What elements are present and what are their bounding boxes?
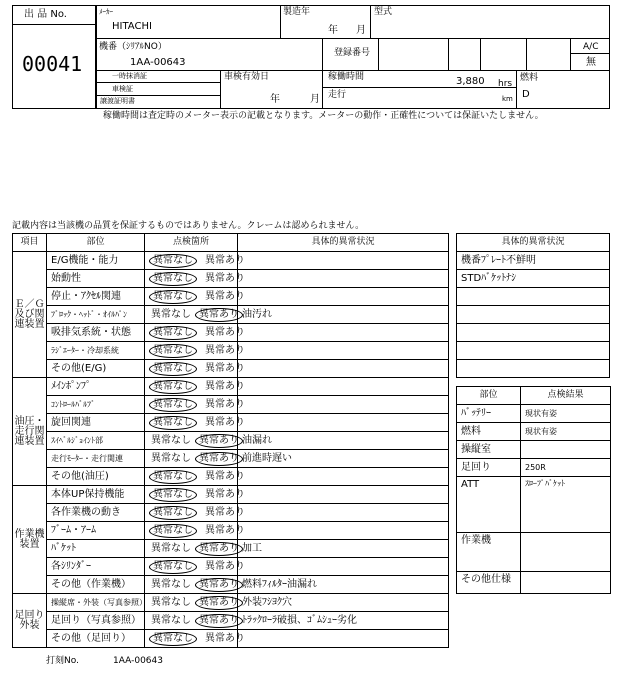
part-cell: 停止・ｱｸｾﾙ関連 [47, 288, 145, 306]
normal-option: 異常なし [151, 308, 191, 320]
table-row [13, 360, 449, 378]
distance-unit: km [502, 95, 513, 103]
abnormal-option: 異常あり [205, 362, 245, 374]
table-row [13, 612, 449, 630]
detail-row-cell: STDﾊﾞｹｯﾄﾅｼ [457, 270, 610, 288]
footer-label: 打刻No. [46, 656, 79, 666]
detail-cell [238, 504, 449, 522]
status-cell [145, 576, 238, 594]
divider [96, 82, 220, 83]
abnormal-option: 異常あり [205, 380, 245, 392]
category-label: 油圧・走行関連装置 [13, 378, 47, 486]
divider [378, 38, 379, 70]
part-cell: ﾒｲﾝﾎﾟﾝﾌﾟ [47, 378, 145, 396]
table-row [457, 423, 611, 441]
table-row [13, 396, 449, 414]
detail-row-cell [457, 288, 610, 306]
registration-label: 登録番号 [334, 48, 371, 58]
part-cell: その他(E/G) [47, 360, 145, 378]
hours-unit: hrs [498, 79, 513, 89]
status-cell [145, 324, 245, 342]
hours-note: 稼働時間は査定時のメーター表示の記載となります。メーターの動作・正確性については保証いたしません。 [103, 111, 544, 121]
check-part-cell: ATT [457, 477, 521, 533]
detail-cell [238, 378, 449, 396]
table-row [13, 288, 449, 306]
detail-cell: ﾄﾗｯｸﾛｰﾗ破損、ｺﾞﾑｼｭｰ劣化 [238, 612, 449, 630]
table-row [457, 342, 610, 360]
detail-row-cell: 機番ﾌﾟﾚｰﾄ不鮮明 [457, 252, 610, 270]
detail-cell: 加工 [238, 540, 449, 558]
status-cell [145, 432, 238, 450]
category-label: Ｅ／Ｇ及び関連装置 [13, 252, 47, 378]
part-cell: E/G機能・能力 [47, 252, 145, 270]
detail-cell [238, 630, 449, 648]
footer-value: 1AA-00643 [113, 656, 163, 666]
detail-cell [238, 468, 449, 486]
divider [96, 70, 324, 71]
detail-cell [238, 522, 449, 540]
serial-label: 機番（ｼﾘｱﾙNO） [99, 42, 167, 52]
table-row [457, 252, 610, 270]
normal-option: 異常なし [149, 398, 197, 412]
detail-row-cell [457, 324, 610, 342]
lot-label: 出 品 No. [24, 9, 67, 20]
abnormal-option: 異常あり [195, 434, 243, 448]
normal-option: 異常なし [149, 290, 197, 304]
hours-value: 3,880 [456, 76, 485, 87]
detail-cell: 燃料ﾌｨﾙﾀｰ油漏れ [238, 576, 449, 594]
part-cell: ｽｲﾍﾞﾙｼﾞｮｲﾝﾄ部 [47, 432, 145, 450]
abnormal-option: 異常あり [195, 614, 243, 628]
column-header: 部位 [457, 387, 521, 405]
normal-option: 異常なし [149, 254, 197, 268]
inspection-cert-label: 車検証 [112, 85, 133, 93]
table-header-row [13, 234, 449, 252]
part-cell: ﾌﾞﾛｯｸ・ﾍｯﾄﾞ・ｵｲﾙﾊﾟﾝ [47, 306, 145, 324]
table-row [13, 522, 449, 540]
part-cell: 走行ﾓｰﾀｰ・走行関連 [47, 450, 145, 468]
abnormal-option: 異常あり [205, 344, 245, 356]
normal-option: 異常なし [149, 362, 197, 376]
status-cell [145, 270, 245, 288]
abnormal-option: 異常あり [205, 326, 245, 338]
table-row [457, 288, 610, 306]
divider [96, 95, 220, 96]
normal-option: 異常なし [149, 272, 197, 286]
table-row [13, 558, 449, 576]
abnormal-option: 異常あり [195, 578, 243, 592]
table-row [457, 324, 610, 342]
divider [322, 70, 610, 71]
abnormal-option: 異常あり [205, 290, 245, 302]
abnormal-option: 異常あり [195, 596, 243, 610]
month-unit: 月 [356, 25, 366, 36]
table-row [457, 477, 611, 533]
normal-option: 異常なし [151, 542, 191, 554]
table-row [13, 468, 449, 486]
status-cell [145, 486, 245, 504]
status-cell [145, 612, 238, 630]
abnormal-option: 異常あり [205, 488, 245, 500]
detail-cell [238, 270, 449, 288]
table-row [13, 576, 449, 594]
column-header: 具体的異常状況 [457, 234, 610, 252]
status-cell [145, 414, 245, 432]
column-header: 項目 [13, 234, 47, 252]
divider [516, 70, 517, 109]
normal-option: 異常なし [149, 416, 197, 430]
lot-number: 00041 [22, 52, 83, 76]
check-part-cell: 操縦室 [457, 441, 521, 459]
abnormal-option: 異常あり [195, 542, 243, 556]
detail-cell [238, 396, 449, 414]
table-row [457, 441, 611, 459]
detail-cell [238, 324, 449, 342]
part-cell: 操縦席・外装（写真参照） [47, 594, 145, 612]
status-cell [145, 342, 245, 360]
check-result-cell [521, 441, 611, 459]
divider [448, 38, 449, 70]
normal-option: 異常なし [149, 524, 197, 538]
normal-option: 異常なし [149, 344, 197, 358]
status-cell [145, 504, 245, 522]
abnormal-option: 異常あり [195, 452, 243, 466]
column-header: 点検結果 [521, 387, 611, 405]
abnormal-option: 異常あり [205, 524, 245, 536]
maker-value: HITACHI [112, 21, 152, 32]
normal-option: 異常なし [149, 632, 197, 646]
part-cell: 始動性 [47, 270, 145, 288]
check-part-cell: 足回り [457, 459, 521, 477]
detail-cell [238, 288, 449, 306]
abnormal-option: 異常あり [205, 398, 245, 410]
table-row [457, 270, 610, 288]
table-row [13, 486, 449, 504]
normal-option: 異常なし [151, 614, 191, 626]
inspection-table-body [13, 234, 449, 648]
divider [322, 87, 516, 88]
part-cell: ｺﾝﾄﾛｰﾙﾊﾞﾙﾌﾞ [47, 396, 145, 414]
part-cell: その他（足回り） [47, 630, 145, 648]
table-row [457, 459, 611, 477]
divider [570, 53, 610, 54]
category-label: 足回り外装 [13, 594, 47, 648]
status-cell [145, 360, 245, 378]
table-row [13, 414, 449, 432]
normal-option: 異常なし [149, 506, 197, 520]
part-cell: ﾌﾞｰﾑ・ｱｰﾑ [47, 522, 145, 540]
table-row [13, 324, 449, 342]
abnormal-option: 異常あり [205, 506, 245, 518]
check-result-table [456, 386, 611, 594]
check-result-cell: 250R [521, 459, 611, 477]
inspection-month-unit: 月 [310, 94, 320, 105]
abnormal-option: 異常あり [205, 254, 245, 266]
abnormal-option: 異常あり [205, 470, 245, 482]
normal-option: 異常なし [149, 488, 197, 502]
part-cell: 各作業機の動き [47, 504, 145, 522]
year-unit: 年 [328, 25, 338, 36]
column-header: 点検箇所 [145, 234, 238, 252]
part-cell: 各ｼﾘﾝﾀﾞｰ [47, 558, 145, 576]
detail-table [456, 233, 610, 378]
table-row [13, 306, 449, 324]
abnormal-option: 異常あり [205, 560, 245, 572]
table-row [457, 360, 610, 378]
check-result-cell [521, 533, 611, 572]
check-part-cell: その他仕様 [457, 572, 521, 594]
table-row [13, 630, 449, 648]
ac-label: A/C [583, 42, 599, 52]
inspection-valid-label: 車検有効日 [224, 72, 270, 82]
divider [526, 38, 527, 70]
abnormal-option: 異常あり [195, 308, 243, 322]
table-row [457, 405, 611, 423]
status-cell [145, 540, 238, 558]
detail-cell [238, 360, 449, 378]
detail-cell: 前進時遅い [238, 450, 449, 468]
column-header: 部位 [47, 234, 145, 252]
detail-cell [238, 558, 449, 576]
table-row [457, 306, 610, 324]
status-cell [145, 522, 245, 540]
normal-option: 異常なし [149, 380, 197, 394]
divider [96, 38, 610, 39]
maker-label: ﾒｰｶｰ [99, 8, 113, 16]
inspection-table [12, 233, 449, 648]
divider [480, 38, 481, 70]
detail-cell: 油漏れ [238, 432, 449, 450]
table-row [13, 270, 449, 288]
table-row [13, 378, 449, 396]
table-row [13, 432, 449, 450]
divider [280, 5, 281, 38]
status-cell [145, 288, 245, 306]
model-label: 型式 [374, 7, 393, 17]
check-result-cell: 現状有姿 [521, 405, 611, 423]
status-cell [145, 558, 245, 576]
column-header: 具体的異常状況 [238, 234, 449, 252]
detail-row-cell [457, 342, 610, 360]
detail-row-cell [457, 360, 610, 378]
table-row [13, 252, 449, 270]
detail-cell [238, 414, 449, 432]
table-row [13, 342, 449, 360]
divider [220, 70, 221, 109]
status-cell [145, 252, 245, 270]
serial-value: 1AA-00643 [130, 57, 186, 68]
divider [322, 38, 323, 109]
inspection-year-unit: 年 [270, 94, 280, 105]
divider [370, 5, 371, 38]
hours-label: 稼働時間 [328, 72, 365, 82]
table-header-row [457, 387, 611, 405]
part-cell: 吸排気系統・状態 [47, 324, 145, 342]
status-cell [145, 306, 238, 324]
ac-value: 無 [586, 57, 596, 68]
check-result-cell [521, 572, 611, 594]
used-cert-label: 譲渡証明書 [100, 97, 135, 105]
detail-cell [238, 486, 449, 504]
check-part-cell: 燃料 [457, 423, 521, 441]
abnormal-option: 異常あり [205, 272, 245, 284]
status-cell [145, 630, 245, 648]
table-row [457, 533, 611, 572]
part-cell: その他(油圧) [47, 468, 145, 486]
status-cell [145, 378, 245, 396]
normal-option: 異常なし [149, 470, 197, 484]
normal-option: 異常なし [149, 560, 197, 574]
normal-option: 異常なし [151, 578, 191, 590]
temp-cert-label: 一時抹消証 [112, 72, 147, 80]
detail-cell: 外装ﾌｼﾖｸ穴 [238, 594, 449, 612]
part-cell: 足回り（写真参照） [47, 612, 145, 630]
status-cell [145, 450, 238, 468]
table-row [13, 594, 449, 612]
part-cell: ﾗｼﾞｴｰﾀｰ・冷却系統 [47, 342, 145, 360]
check-part-cell: 作業機 [457, 533, 521, 572]
check-result-table-body [457, 387, 611, 594]
divider [12, 24, 96, 25]
detail-cell: 油汚れ [238, 306, 449, 324]
distance-label: 走行 [328, 90, 347, 100]
table-row [13, 540, 449, 558]
category-label: 作業機装置 [13, 486, 47, 594]
fuel-label: 燃料 [520, 73, 539, 83]
abnormal-option: 異常あり [205, 632, 245, 644]
detail-cell [238, 342, 449, 360]
status-cell [145, 468, 245, 486]
part-cell: 本体UP保持機能 [47, 486, 145, 504]
normal-option: 異常なし [149, 326, 197, 340]
divider [570, 38, 571, 70]
part-cell: ﾊﾞｹｯﾄ [47, 540, 145, 558]
disclaimer: 記載内容は当該機の品質を保証するものではありません。クレームは認められません。 [12, 221, 365, 231]
table-row [13, 504, 449, 522]
check-result-cell: 現状有姿 [521, 423, 611, 441]
check-part-cell: ﾊﾞｯﾃﾘｰ [457, 405, 521, 423]
table-row [457, 572, 611, 594]
status-cell [145, 396, 245, 414]
normal-option: 異常なし [151, 452, 191, 464]
check-result-cell: ｽﾛｰﾌﾟﾊﾞｹｯﾄ [521, 477, 611, 533]
normal-option: 異常なし [151, 596, 191, 608]
detail-table-body [457, 234, 610, 378]
year-label: 製造年 [283, 7, 311, 17]
part-cell: その他（作業機） [47, 576, 145, 594]
detail-cell [238, 252, 449, 270]
table-row [13, 450, 449, 468]
normal-option: 異常なし [151, 434, 191, 446]
abnormal-option: 異常あり [205, 416, 245, 428]
part-cell: 旋回関連 [47, 414, 145, 432]
table-header-row [457, 234, 610, 252]
status-cell [145, 594, 238, 612]
detail-row-cell [457, 306, 610, 324]
fuel-value: D [522, 89, 530, 100]
